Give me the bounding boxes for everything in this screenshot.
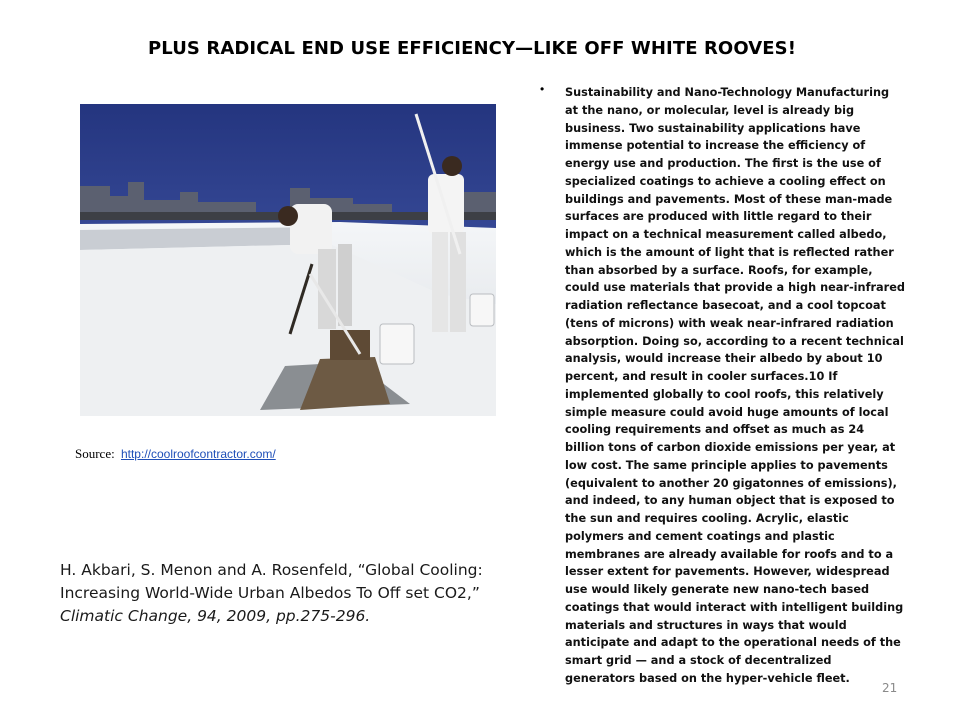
source-label: Source: [75,446,115,461]
slide-title: PLUS RADICAL END USE EFFICIENCY—LIKE OFF WHITE ROOVES! [148,38,797,59]
source-link[interactable]: http://coolroofcontractor.com/ [120,447,276,461]
citation [60,559,510,628]
page-number: 21 [882,681,898,695]
photo-source [75,446,276,462]
bullet-marker: • [540,82,545,96]
roof-coating-photo [80,104,496,416]
citation-authors-title: H. Akbari, S. Menon and A. Rosenfeld, “Global Cooling: Increasing World-Wide Urban Albedos To Off set CO2,” [60,561,483,602]
bullet-text: Sustainability and Nano-Technology Manufacturing at the nano, or molecular, level is already big business. Two sustainability applications have immense potential to increase the efficiency of energy use and production. The first is the use of specialized coatings to achieve a cooling effect on buildings and pavements. Most of these man-made surfaces are produced with little regard to their impact on a technical measurement called albedo, which is the amount of light that is reflected rather than absorbed by a surface. Roofs, for example, could use materials that provide a high near-infrared radiation reflectance basecoat, and a cool topcoat (tens of microns) with weak near-infrared radiation absorption. Doing so, according to a recent technical analysis, would increase their albedo by about 10 percent, and result in cooler surfaces.10 If implemented globally to cool roofs, this relatively simple measure could avoid huge amounts of local cooling requirements and offset as much as 24 billion tons of carbon dioxide emissions per year, at low cost. The same principle applies to pavements (equivalent to another 20 gigatonnes of emissions), and indeed, to any human object that is exposed to the sun and requires cooling. Acrylic, elastic polymers and cement coatings and plastic membranes are already available for roofs and to a lesser extent for pavements. However, widespread use would likely generate new nano-tech based coatings that would interact with intelligent building materials and structures in ways that would anticipate and adapt to the operational needs of the smart grid — and a stock of decentralized generators based on the hyper-vehicle fleet. [565,86,906,685]
citation-journal: Climatic Change, 94, 2009, pp.275-296. [60,607,371,625]
